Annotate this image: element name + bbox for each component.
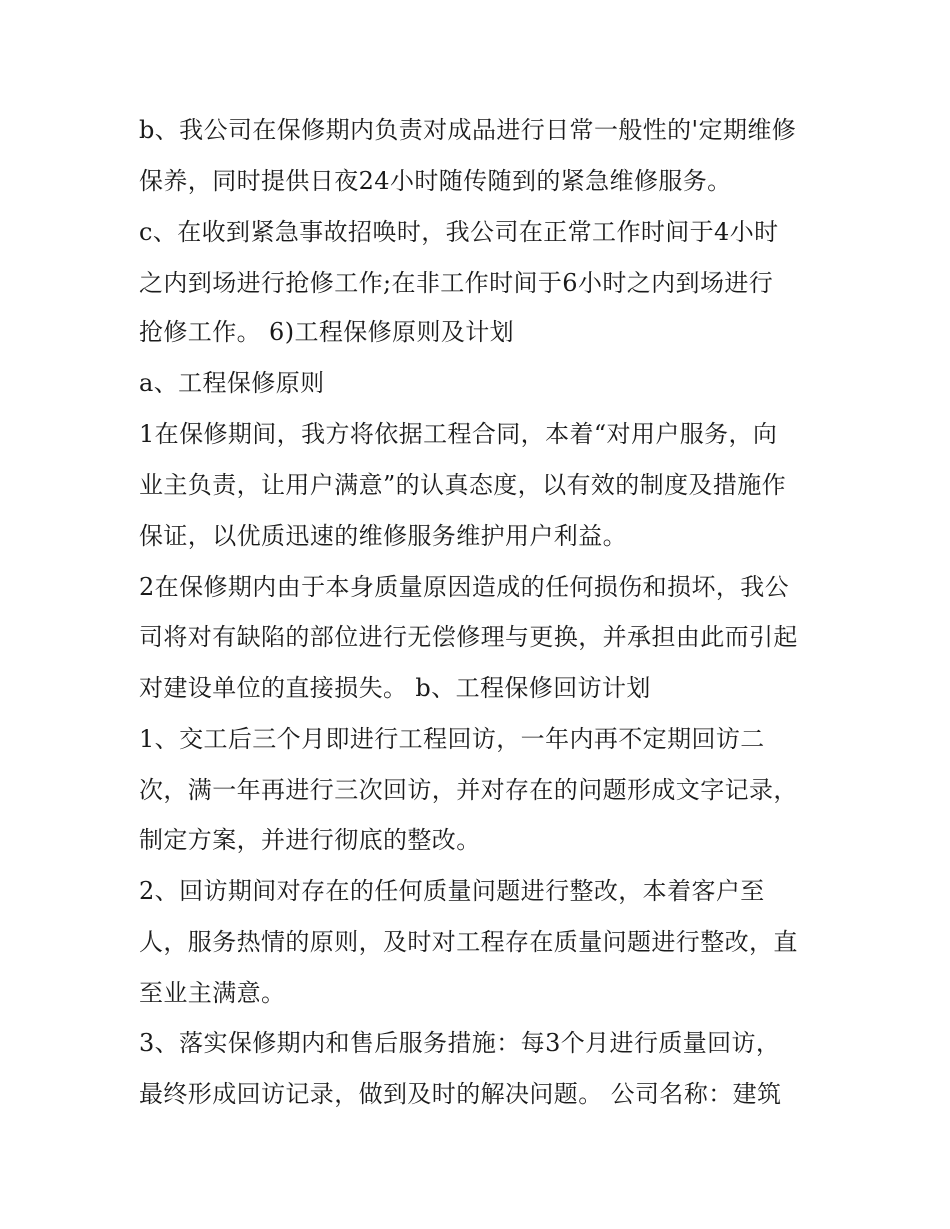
text-line: 2、回访期间对存在的任何质量问题进行整改，本着客户至 — [139, 877, 765, 905]
text-line: 1在保修期间，我方将依据工程合同，本着“对用户服务，向 — [139, 420, 778, 448]
text-line: 保养，同时提供日夜24小时随传随到的紧急维修服务。 — [139, 167, 732, 195]
text-line: 对建设单位的直接损失。 b、工程保修回访计划 — [139, 674, 651, 702]
text-line: 次，满一年再进行三次回访，并对存在的问题形成文字记录， — [139, 776, 798, 804]
text-line: 制定方案，并进行彻底的整改。 — [139, 826, 481, 854]
text-line: 最终形成回访记录，做到及时的解决问题。 公司名称：建筑 — [139, 1080, 782, 1108]
text-line: b、我公司在保修期内负责对成品进行日常一般性的'定期维修 — [139, 116, 797, 144]
text-line: 3、落实保修期内和售后服务措施：每3个月进行质量回访， — [139, 1029, 781, 1057]
text-line: c、在收到紧急事故招唤时，我公司在正常工作时间于4小时 — [139, 218, 779, 246]
text-line: 2在保修期内由于本身质量原因造成的任何损伤和损坏，我公 — [139, 573, 790, 601]
text-line: 人，服务热情的原则，及时对工程存在质量问题进行整改，直 — [139, 928, 798, 956]
text-line: 至业主满意。 — [139, 979, 286, 1007]
text-line: 1、交工后三个月即进行工程回访，一年内再不定期回访二 — [139, 725, 765, 753]
text-line: 业主负责，让用户满意”的认真态度，以有效的制度及措施作 — [139, 471, 787, 499]
text-line: 抢修工作。 6)工程保修原则及计划 — [139, 318, 515, 346]
text-line: 之内到场进行抢修工作;在非工作时间于6小时之内到场进行 — [139, 269, 774, 297]
text-line: 司将对有缺陷的部位进行无偿修理与更换，并承担由此而引起 — [139, 623, 798, 651]
section-heading: a、工程保修原则 — [139, 369, 325, 397]
text-line: 保证，以优质迅速的维修服务维护用户利益。 — [139, 522, 627, 550]
